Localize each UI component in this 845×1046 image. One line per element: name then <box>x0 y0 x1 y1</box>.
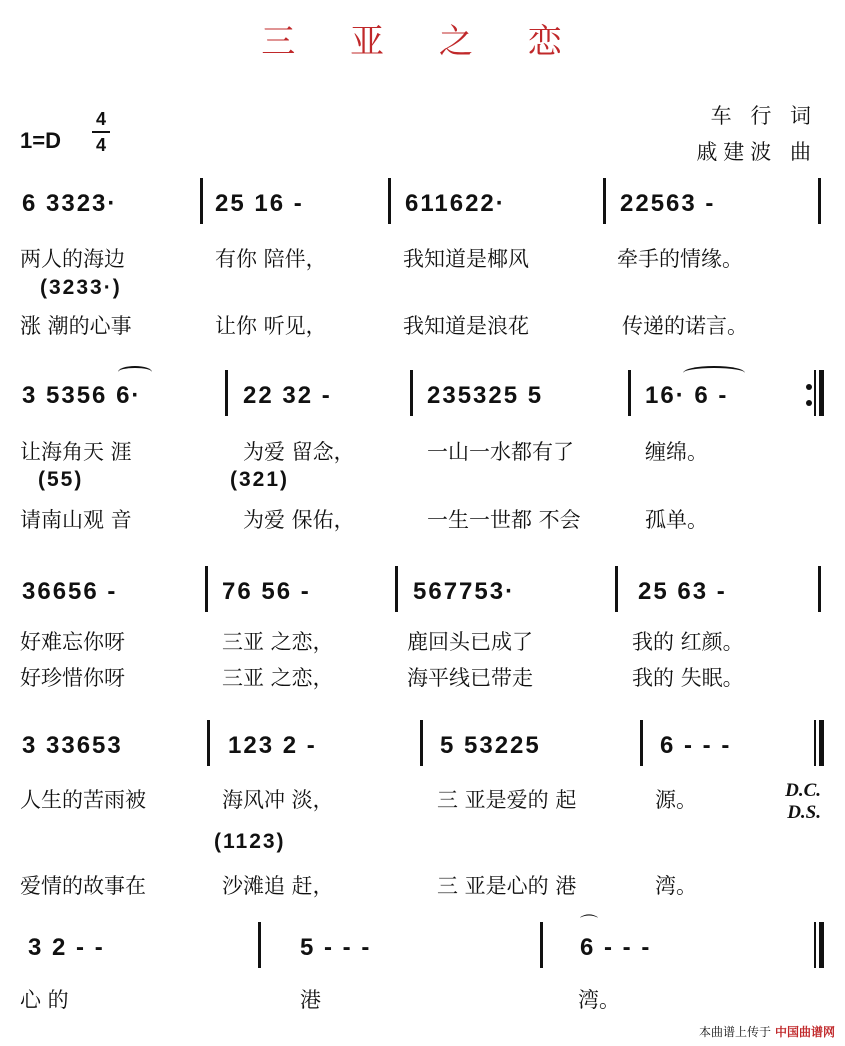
lyric-verse2: 好珍惜你呀 <box>20 666 125 690</box>
measure-notes: 25 16 - <box>215 190 304 217</box>
composer-credit: 戚建波 曲 <box>696 140 817 164</box>
alternate-notes: (55) <box>38 468 84 491</box>
barline <box>818 178 821 224</box>
lyric-verse2: 沙滩追 赶， <box>222 874 334 898</box>
barline <box>225 370 228 416</box>
lyric-verse1: 三亚 之恋， <box>222 630 334 654</box>
lyric-verse2: 海平线已带走 <box>407 666 533 690</box>
measure-notes: 25 63 - <box>638 578 727 605</box>
lyric-verse2: 让你 听见， <box>215 314 327 338</box>
navigation-marks <box>785 780 821 824</box>
lyric-verse1: 有你 陪伴， <box>215 247 327 271</box>
barline <box>540 922 543 968</box>
measure-notes: 5 - - - <box>300 934 372 961</box>
barline <box>258 922 261 968</box>
site-logo[interactable]: 中国曲谱网 <box>774 1025 835 1039</box>
measure-notes: 22 32 - <box>243 382 332 409</box>
lyric-verse2: 为爱 保佑， <box>243 508 355 532</box>
lyric-verse1: 湾。 <box>578 988 620 1012</box>
footer-attribution <box>699 1023 835 1040</box>
measure-notes: 3 5356 6· <box>22 382 142 409</box>
tie-slur <box>683 366 745 380</box>
measure-notes: 6 - - - <box>580 934 652 961</box>
key-signature: 1=D <box>20 128 61 153</box>
footer-text: 本曲谱上传于 <box>698 1025 771 1039</box>
repeat-end-barline <box>814 370 824 416</box>
time-sig-divider <box>92 131 110 133</box>
measure-notes: 567753· <box>413 578 516 605</box>
measure-notes: 76 56 - <box>222 578 311 605</box>
measure-notes: 36656 - <box>22 578 118 605</box>
measure-notes: 22563 - <box>620 190 716 217</box>
lyric-verse2: 我的 失眠。 <box>632 666 744 690</box>
ds-mark: D.S. <box>787 802 821 823</box>
lyric-verse1: 海风冲 淡， <box>222 788 334 812</box>
time-sig-bottom: 4 <box>95 135 106 155</box>
alternate-notes: (3233·) <box>40 276 122 299</box>
barline <box>603 178 606 224</box>
fermata-icon: ⌒ <box>580 914 598 935</box>
barline <box>640 720 643 766</box>
lyric-verse1: 人生的苦雨被 <box>20 788 146 812</box>
barline <box>420 720 423 766</box>
measure-notes: 6 3323· <box>22 190 118 217</box>
lyric-verse1: 港 <box>300 988 321 1012</box>
lyric-verse2: 传递的诺言。 <box>622 314 748 338</box>
lyric-verse2: 请南山观 音 <box>20 508 132 532</box>
lyric-verse1: 我知道是椰风 <box>403 247 529 271</box>
lyric-verse1: 让海角天 涯 <box>20 440 132 464</box>
time-signature <box>92 108 110 156</box>
lyric-verse1: 我的 红颜。 <box>632 630 744 654</box>
measure-notes: 3 2 - - <box>28 934 105 961</box>
lyric-verse1: 三 亚是爱的 起 <box>437 788 577 812</box>
measure-notes: 611622· <box>405 190 506 217</box>
barline <box>200 178 203 224</box>
alternate-notes: (1123) <box>214 830 286 853</box>
lyric-verse2: 孤单。 <box>645 508 708 532</box>
lyric-verse1: 好难忘你呀 <box>20 630 125 654</box>
lyric-verse1: 心 的 <box>20 988 69 1012</box>
barline <box>395 566 398 612</box>
lyric-verse1: 缠绵。 <box>645 440 708 464</box>
song-title: 三 亚 之 恋 <box>261 22 584 62</box>
barline <box>615 566 618 612</box>
alternate-notes: (321) <box>230 468 290 491</box>
measure-notes: 235325 5 <box>427 382 544 409</box>
measure-notes: 5 53225 <box>440 732 541 759</box>
lyric-verse1: 源。 <box>655 788 697 812</box>
lyricist-credit: 车 行 词 <box>710 104 817 128</box>
barline <box>388 178 391 224</box>
lyric-verse2: 一生一世都 不会 <box>427 508 581 532</box>
lyric-verse2: 湾。 <box>655 874 697 898</box>
measure-notes: 3 33653 <box>22 732 123 759</box>
lyric-verse1: 一山一水都有了 <box>427 440 574 464</box>
lyric-verse2: 三 亚是心的 港 <box>437 874 577 898</box>
lyric-verse1: 鹿回头已成了 <box>407 630 533 654</box>
measure-notes: 16· 6 - <box>645 382 729 409</box>
barline <box>205 566 208 612</box>
lyric-verse1: 牵手的情缘。 <box>617 247 743 271</box>
lyric-verse2: 我知道是浪花 <box>403 314 529 338</box>
repeat-dots <box>806 384 812 406</box>
barline <box>818 566 821 612</box>
lyric-verse1: 两人的海边 <box>20 247 125 271</box>
lyric-verse2: 三亚 之恋， <box>222 666 334 690</box>
lyric-verse1: 为爱 留念， <box>243 440 355 464</box>
measure-notes: 6 - - - <box>660 732 732 759</box>
end-barline <box>814 720 824 766</box>
measure-notes: 123 2 - <box>228 732 317 759</box>
dc-mark: D.C. <box>785 780 821 801</box>
end-barline <box>814 922 824 968</box>
barline <box>628 370 631 416</box>
tie-slur <box>118 366 152 378</box>
lyric-verse2: 涨 潮的心事 <box>20 314 132 338</box>
time-sig-top: 4 <box>95 109 106 129</box>
lyric-verse2: 爱情的故事在 <box>20 874 146 898</box>
barline <box>207 720 210 766</box>
barline <box>410 370 413 416</box>
